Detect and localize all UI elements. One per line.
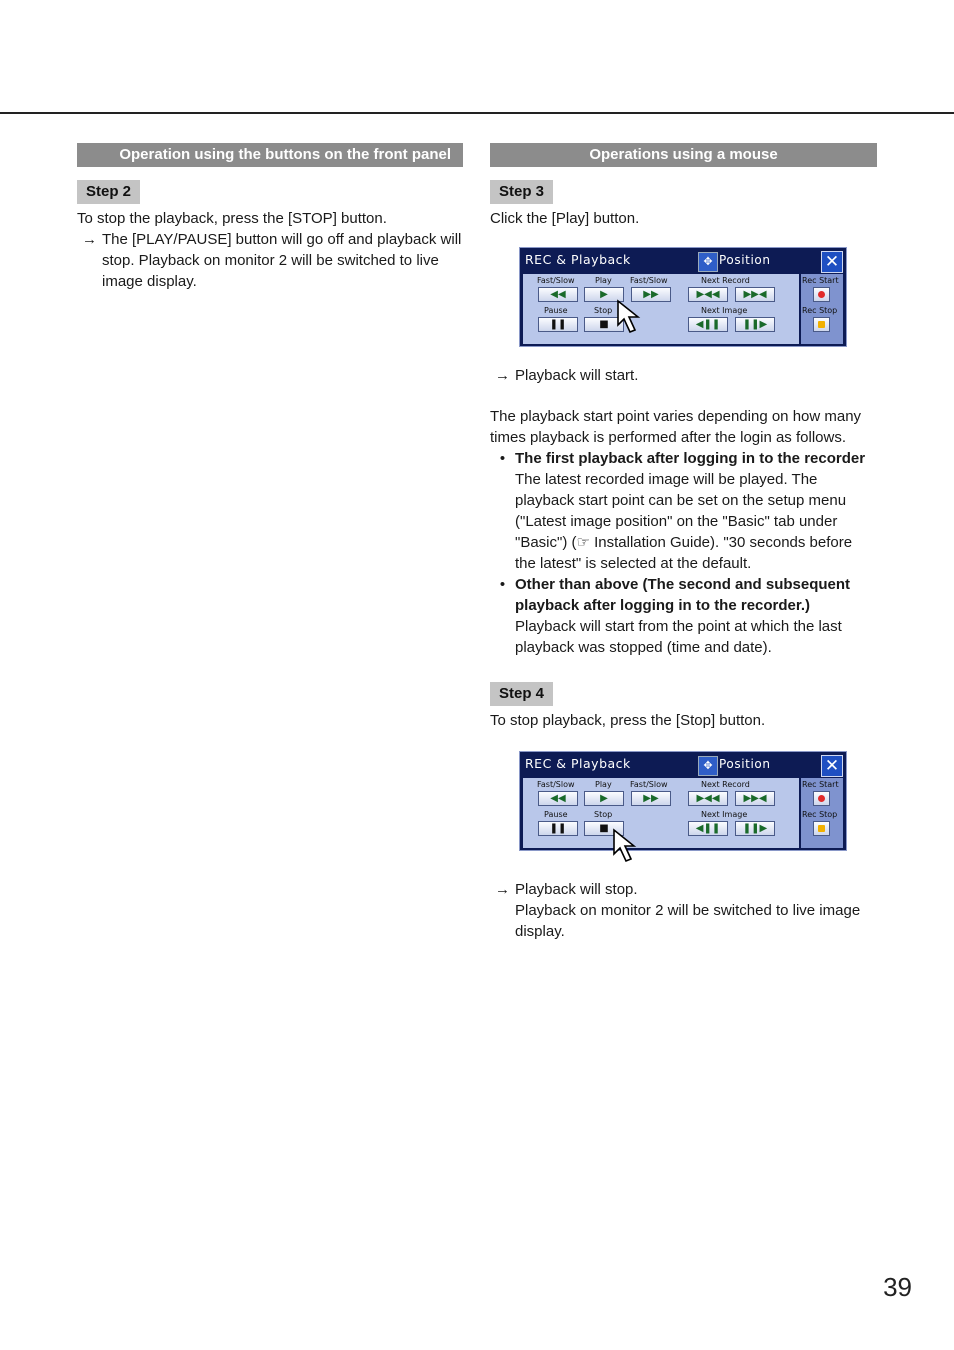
rec-controls: [801, 778, 843, 848]
right-column: [490, 143, 877, 942]
panel-controls: [523, 778, 799, 848]
step-4-result-line2: Playback on monitor 2 will be switched to live image display.: [515, 902, 861, 940]
bullet-body: The latest recorded image will be played. The playback start point can be set on the setup menu ("Latest image position" on the "Basic" tab under "Basic") (☞ Installation Guide). "30 seconds before the latest" is selected at the default.: [515, 471, 853, 572]
rec-stop-icon: [818, 321, 825, 328]
panel-controls: [523, 274, 799, 344]
position-icon[interactable]: ✥: [698, 252, 718, 272]
step-3-result: [490, 365, 877, 386]
close-button[interactable]: ✕: [821, 251, 843, 273]
mouse-pointer-icon: [616, 299, 646, 337]
play-button[interactable]: ▶: [584, 791, 624, 806]
position-label: Position: [719, 757, 771, 771]
stop-label: Stop: [594, 306, 613, 315]
rewind-button[interactable]: ◀◀: [538, 287, 578, 302]
pause-button[interactable]: ❚❚: [538, 821, 578, 836]
bullet-content: [515, 448, 877, 574]
rec-start-icon: [818, 291, 825, 298]
rec-start-button[interactable]: [813, 287, 830, 302]
pause-button[interactable]: ❚❚: [538, 317, 578, 332]
step-2-instruction: To stop the playback, press the [STOP] button.: [77, 210, 387, 227]
result-arrow: →: [82, 231, 97, 248]
next-record-label: Next Record: [701, 276, 750, 285]
stop-button[interactable]: ■: [584, 821, 624, 836]
mouse-pointer-icon: [612, 828, 642, 866]
step-3-result-text: Playback will start.: [515, 367, 639, 384]
next-record-button[interactable]: ▶▶◀: [735, 287, 775, 302]
position-label: Position: [719, 253, 771, 267]
pause-label: Pause: [544, 810, 568, 819]
bullet-dot: •: [499, 450, 506, 467]
rec-stop-button[interactable]: [813, 821, 830, 836]
rec-start-button[interactable]: [813, 791, 830, 806]
rec-stop-icon: [818, 825, 825, 832]
next-image-button[interactable]: ❚❚▶: [735, 317, 775, 332]
rewind-button[interactable]: ◀◀: [538, 791, 578, 806]
bullet-title: Other than above (The second and subsequent playback after logging in to the recorder.): [515, 576, 851, 614]
fast-forward-button[interactable]: ▶▶: [631, 287, 671, 302]
rec-stop-label: Rec Stop: [802, 306, 838, 315]
rec-stop-label: Rec Stop: [802, 810, 838, 819]
fast-slow-label: Fast/Slow: [630, 780, 668, 789]
front-panel-section-header: Operation using the buttons on the front panel: [77, 143, 463, 167]
rec-controls: [801, 274, 843, 344]
step-3-wrap: [490, 180, 877, 204]
panel-title: REC & Playback: [525, 756, 631, 771]
rec-start-label: Rec Start: [802, 276, 839, 285]
bullet-body: Playback will start from the point at which the last playback was stopped (time and date).: [515, 618, 842, 656]
prev-record-button[interactable]: ▶◀◀: [688, 791, 728, 806]
next-record-label: Next Record: [701, 780, 750, 789]
play-button[interactable]: ▶: [584, 287, 624, 302]
prev-record-button[interactable]: ▶◀◀: [688, 287, 728, 302]
fast-forward-button[interactable]: ▶▶: [631, 791, 671, 806]
stop-button[interactable]: ■: [584, 317, 624, 332]
position-icon[interactable]: ✥: [698, 756, 718, 776]
mouse-section-header: Operations using a mouse: [490, 143, 877, 167]
step-4-wrap: [490, 682, 877, 706]
stop-label: Stop: [594, 810, 613, 819]
panel-title: REC & Playback: [525, 252, 631, 267]
step-3-instruction: Click the [Play] button.: [490, 210, 640, 227]
step-4-instruction: To stop playback, press the [Stop] button.: [490, 712, 766, 729]
play-label: Play: [595, 780, 612, 789]
result-arrow: →: [495, 881, 510, 898]
bullet-title: The first playback after logging in to the recorder: [515, 450, 866, 467]
play-label: Play: [595, 276, 612, 285]
page-number: 39: [883, 1272, 912, 1302]
start-point-intro: The playback start point varies depending on how many times playback is performed after the login as follows.: [490, 408, 862, 446]
fast-slow-label: Fast/Slow: [537, 276, 575, 285]
left-column: [77, 143, 463, 292]
next-image-label: Next Image: [701, 306, 748, 315]
rec-playback-panel-stop: [519, 751, 847, 851]
prev-image-button[interactable]: ◀❚❚: [688, 317, 728, 332]
next-record-button[interactable]: ▶▶◀: [735, 791, 775, 806]
prev-image-button[interactable]: ◀❚❚: [688, 821, 728, 836]
bullet-dot: •: [499, 576, 506, 593]
rec-stop-button[interactable]: [813, 317, 830, 332]
step-4-result-line1: Playback will stop.: [515, 881, 638, 898]
top-rule: [0, 112, 954, 114]
step-3-label: Step 3: [490, 180, 553, 204]
step-2-result-text: The [PLAY/PAUSE] button will go off and playback will stop. Playback on monitor 2 will be switched to live image display.: [102, 231, 462, 290]
step-2-label: Step 2: [77, 180, 140, 204]
step-2-wrap: [77, 180, 463, 204]
bullet-content: [515, 574, 877, 658]
result-arrow: →: [495, 367, 510, 384]
fast-slow-label: Fast/Slow: [630, 276, 668, 285]
step-4-result-text: [515, 879, 877, 942]
step-4-label: Step 4: [490, 682, 553, 706]
next-image-button[interactable]: ❚❚▶: [735, 821, 775, 836]
bullet-first-playback: [490, 448, 877, 574]
close-button[interactable]: ✕: [821, 755, 843, 777]
step-4-result: [490, 879, 877, 942]
rec-playback-panel-play: [519, 247, 847, 347]
rec-start-label: Rec Start: [802, 780, 839, 789]
rec-start-icon: [818, 795, 825, 802]
bullet-subsequent-playback: [490, 574, 877, 658]
step-2-result: [77, 229, 463, 292]
pause-label: Pause: [544, 306, 568, 315]
fast-slow-label: Fast/Slow: [537, 780, 575, 789]
next-image-label: Next Image: [701, 810, 748, 819]
